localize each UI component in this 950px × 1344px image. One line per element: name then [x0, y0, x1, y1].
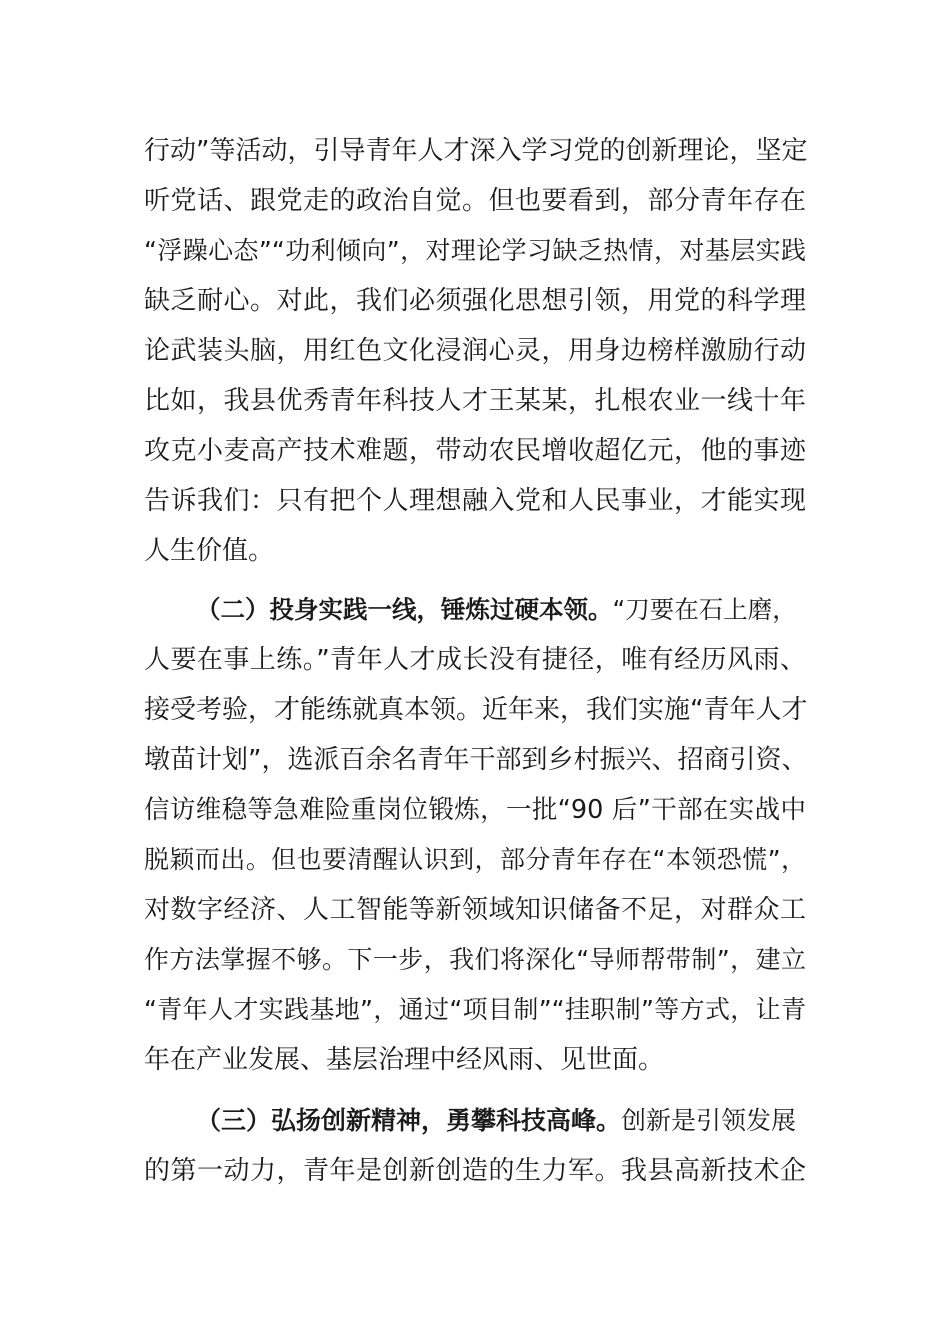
p2-line-9: “青年人才实践基地”，通过“项目制”“挂职制”等方式，让青	[144, 995, 806, 1024]
p1-line-5: 论武装头脑，用红色文化浸润心灵，用身边榜样激励行动	[144, 336, 806, 366]
p2-first-line-rest: “刀要在石上磨，	[612, 595, 797, 624]
p3-first-line-rest: 创新是引领发展	[621, 1106, 797, 1135]
p2-line-3: 接受考验，才能练就真本领。近年来，我们实施“青年人才	[144, 695, 808, 725]
p2-line-2: 人要在事上练。”青年人才成长没有捷径，唯有经历风雨、	[144, 645, 806, 675]
p1-line-8: 告诉我们：只有把个人理想融入党和人民事业，才能实现	[144, 486, 806, 516]
p1-line-6: 比如，我县优秀青年科技人才王某某，扎根农业一线十年	[144, 386, 806, 416]
p1-line-9: 人生价值。	[144, 536, 275, 566]
p1-line-1: 行动”等活动，引导青年人才深入学习党的创新理论，坚定	[144, 136, 808, 166]
p2-line-5: 信访维稳等急难险重岗位锻炼，一批“90 后”干部在实战中	[144, 795, 806, 825]
p1-line-2: 听党话、跟党走的政治自觉。但也要看到，部分青年存在	[144, 186, 806, 216]
p2-line-7: 对数字经济、人工智能等新领域知识储备不足，对群众工	[144, 895, 806, 925]
p1-line-7: 攻克小麦高产技术难题，带动农民增收超亿元，他的事迹	[144, 436, 806, 466]
section-heading-3: （三）弘扬创新精神，勇攀科技高峰。	[196, 1106, 622, 1135]
p2-first-line	[196, 585, 806, 635]
p2-line-6: 脱颖而出。但也要清醒认识到，部分青年存在“本领恐慌”，	[144, 845, 806, 874]
p1-line-3: “浮躁心态”“功利倾向”，对理论学习缺乏热情，对基层实践	[144, 236, 806, 265]
p3-line-2: 的第一动力，青年是创新创造的生力军。我县高新技术企	[144, 1156, 806, 1186]
section-heading-2: （二）投身实践一线，锤炼过硬本领。	[196, 595, 613, 624]
p2-line-8: 作方法掌握不够。下一步，我们将深化“导师帮带制”，建立	[144, 945, 806, 974]
p1-line-4: 缺乏耐心。对此，我们必须强化思想引领，用党的科学理	[144, 286, 806, 316]
p2-line-4: 墩苗计划”，选派百余名青年干部到乡村振兴、招商引资、	[144, 745, 808, 775]
p2-line-10: 年在产业发展、基层治理中经风雨、见世面。	[144, 1045, 665, 1075]
p3-first-line	[196, 1096, 806, 1146]
